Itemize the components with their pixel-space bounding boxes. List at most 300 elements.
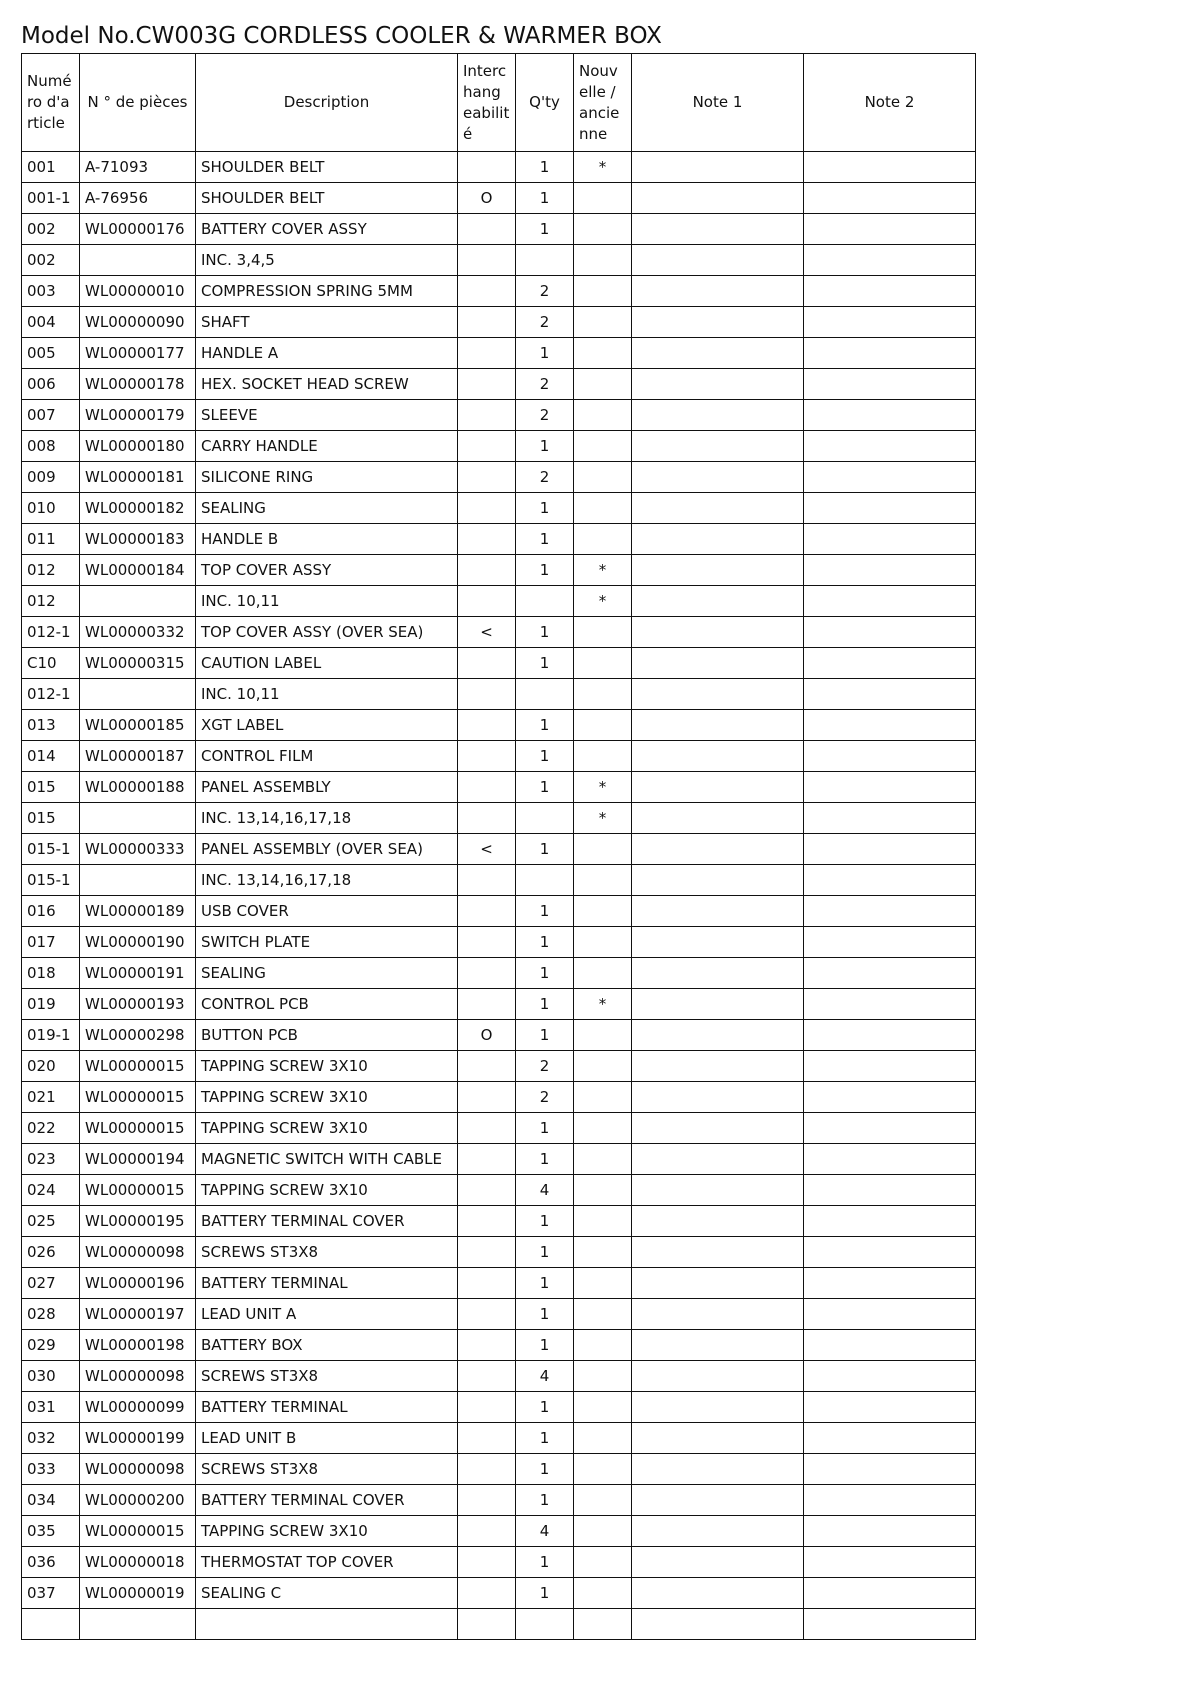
table-row	[22, 803, 976, 834]
cell-part-number: WL00000190	[80, 927, 196, 958]
cell-interchangeability	[458, 710, 516, 741]
cell-interchangeability	[458, 1268, 516, 1299]
cell-note-2	[804, 834, 976, 865]
cell-quantity: 1	[516, 1144, 574, 1175]
cell-note-2	[804, 989, 976, 1020]
cell-part-number: WL00000019	[80, 1578, 196, 1609]
cell-quantity: 4	[516, 1361, 574, 1392]
table-row	[22, 679, 976, 710]
cell-description: BATTERY TERMINAL COVER	[196, 1206, 458, 1237]
cell-new-old	[574, 741, 632, 772]
cell-part-number: WL00000015	[80, 1175, 196, 1206]
cell-description: HANDLE A	[196, 338, 458, 369]
cell-interchangeability	[458, 896, 516, 927]
cell-new-old	[574, 1051, 632, 1082]
cell-quantity: 4	[516, 1175, 574, 1206]
cell-part-number: WL00000010	[80, 276, 196, 307]
cell-interchangeability	[458, 1206, 516, 1237]
cell-quantity: 1	[516, 493, 574, 524]
cell-description: SCREWS ST3X8	[196, 1454, 458, 1485]
cell-part-number: WL00000189	[80, 896, 196, 927]
cell-note-1	[632, 834, 804, 865]
cell-part-number: WL00000178	[80, 369, 196, 400]
cell-new-old	[574, 1082, 632, 1113]
cell-part-number: WL00000179	[80, 400, 196, 431]
cell-note-1	[632, 369, 804, 400]
cell-note-2	[804, 1268, 976, 1299]
cell-note-1	[632, 1113, 804, 1144]
cell-quantity: 2	[516, 400, 574, 431]
cell-interchangeability	[458, 865, 516, 896]
cell-article-number: 015	[22, 803, 80, 834]
cell-quantity: 1	[516, 1423, 574, 1454]
table-header-row	[22, 54, 976, 152]
cell-note-1	[632, 1361, 804, 1392]
cell-new-old	[574, 400, 632, 431]
cell-quantity: 1	[516, 1330, 574, 1361]
cell-interchangeability	[458, 648, 516, 679]
cell-note-2	[804, 462, 976, 493]
cell-part-number	[80, 245, 196, 276]
cell-part-number: WL00000182	[80, 493, 196, 524]
cell-part-number: WL00000333	[80, 834, 196, 865]
cell-new-old	[574, 1516, 632, 1547]
table-row	[22, 1206, 976, 1237]
cell-note-1	[632, 493, 804, 524]
cell-quantity: 1	[516, 1113, 574, 1144]
cell-new-old	[574, 245, 632, 276]
cell-description	[196, 1609, 458, 1640]
cell-quantity: 1	[516, 772, 574, 803]
cell-description: TAPPING SCREW 3X10	[196, 1175, 458, 1206]
cell-part-number: WL00000315	[80, 648, 196, 679]
table-row	[22, 524, 976, 555]
cell-new-old	[574, 183, 632, 214]
cell-interchangeability	[458, 958, 516, 989]
cell-new-old	[574, 1609, 632, 1640]
cell-description: BATTERY TERMINAL	[196, 1268, 458, 1299]
column-header-article-number: Numé ro d'a rticle	[22, 54, 80, 152]
cell-quantity: 1	[516, 555, 574, 586]
cell-note-1	[632, 1330, 804, 1361]
cell-new-old	[574, 431, 632, 462]
cell-note-1	[632, 896, 804, 927]
cell-interchangeability	[458, 1361, 516, 1392]
cell-note-2	[804, 1330, 976, 1361]
cell-article-number: 025	[22, 1206, 80, 1237]
cell-note-1	[632, 803, 804, 834]
cell-note-2	[804, 369, 976, 400]
cell-interchangeability	[458, 741, 516, 772]
cell-part-number: WL00000180	[80, 431, 196, 462]
cell-article-number: 030	[22, 1361, 80, 1392]
column-header-quantity: Q'ty	[516, 54, 574, 152]
cell-note-1	[632, 307, 804, 338]
cell-interchangeability	[458, 214, 516, 245]
cell-part-number: WL00000195	[80, 1206, 196, 1237]
cell-article-number: 021	[22, 1082, 80, 1113]
cell-note-2	[804, 741, 976, 772]
cell-description: BATTERY TERMINAL COVER	[196, 1485, 458, 1516]
cell-note-1	[632, 555, 804, 586]
table-row	[22, 1051, 976, 1082]
cell-description: CONTROL FILM	[196, 741, 458, 772]
cell-part-number: WL00000193	[80, 989, 196, 1020]
cell-note-2	[804, 710, 976, 741]
cell-description: TAPPING SCREW 3X10	[196, 1516, 458, 1547]
cell-part-number	[80, 679, 196, 710]
cell-article-number	[22, 1609, 80, 1640]
cell-note-2	[804, 338, 976, 369]
table-row	[22, 431, 976, 462]
table-row	[22, 245, 976, 276]
cell-article-number: 012-1	[22, 679, 80, 710]
table-row	[22, 276, 976, 307]
table-row	[22, 1361, 976, 1392]
cell-note-1	[632, 1392, 804, 1423]
cell-note-2	[804, 276, 976, 307]
cell-note-2	[804, 1454, 976, 1485]
cell-article-number: 028	[22, 1299, 80, 1330]
cell-description: BATTERY TERMINAL	[196, 1392, 458, 1423]
cell-interchangeability	[458, 400, 516, 431]
cell-quantity: 4	[516, 1516, 574, 1547]
table-row	[22, 772, 976, 803]
cell-note-1	[632, 1268, 804, 1299]
table-row	[22, 1175, 976, 1206]
cell-note-2	[804, 493, 976, 524]
cell-new-old	[574, 710, 632, 741]
cell-description: BATTERY COVER ASSY	[196, 214, 458, 245]
cell-new-old	[574, 524, 632, 555]
cell-note-1	[632, 1516, 804, 1547]
cell-description: XGT LABEL	[196, 710, 458, 741]
cell-note-1	[632, 152, 804, 183]
cell-new-old	[574, 1113, 632, 1144]
cell-article-number: 010	[22, 493, 80, 524]
table-row	[22, 1423, 976, 1454]
cell-description: HANDLE B	[196, 524, 458, 555]
cell-interchangeability	[458, 679, 516, 710]
cell-description: SEALING	[196, 958, 458, 989]
cell-new-old	[574, 1268, 632, 1299]
cell-quantity: 2	[516, 369, 574, 400]
cell-note-1	[632, 958, 804, 989]
table-row	[22, 741, 976, 772]
cell-description: PANEL ASSEMBLY (OVER SEA)	[196, 834, 458, 865]
cell-article-number: 012	[22, 586, 80, 617]
table-row	[22, 617, 976, 648]
cell-interchangeability	[458, 152, 516, 183]
cell-note-2	[804, 1020, 976, 1051]
cell-article-number: 013	[22, 710, 80, 741]
cell-interchangeability	[458, 493, 516, 524]
cell-article-number: 034	[22, 1485, 80, 1516]
cell-quantity: 1	[516, 524, 574, 555]
cell-quantity: 1	[516, 1237, 574, 1268]
table-row	[22, 1392, 976, 1423]
cell-note-1	[632, 338, 804, 369]
table-row	[22, 1485, 976, 1516]
cell-new-old	[574, 276, 632, 307]
cell-part-number: WL00000298	[80, 1020, 196, 1051]
cell-description: BATTERY BOX	[196, 1330, 458, 1361]
cell-note-1	[632, 1051, 804, 1082]
cell-description: SCREWS ST3X8	[196, 1361, 458, 1392]
cell-quantity: 2	[516, 307, 574, 338]
cell-description: SCREWS ST3X8	[196, 1237, 458, 1268]
cell-description: LEAD UNIT A	[196, 1299, 458, 1330]
cell-interchangeability	[458, 1609, 516, 1640]
cell-quantity: 1	[516, 1454, 574, 1485]
cell-note-2	[804, 1485, 976, 1516]
cell-description: SLEEVE	[196, 400, 458, 431]
cell-new-old	[574, 1578, 632, 1609]
cell-article-number: 037	[22, 1578, 80, 1609]
cell-part-number: WL00000191	[80, 958, 196, 989]
cell-new-old: *	[574, 152, 632, 183]
cell-note-1	[632, 1485, 804, 1516]
cell-interchangeability: <	[458, 834, 516, 865]
cell-quantity	[516, 1609, 574, 1640]
cell-note-2	[804, 1082, 976, 1113]
cell-description: SILICONE RING	[196, 462, 458, 493]
cell-part-number: WL00000199	[80, 1423, 196, 1454]
cell-new-old	[574, 865, 632, 896]
cell-note-1	[632, 1547, 804, 1578]
table-row	[22, 183, 976, 214]
cell-note-2	[804, 307, 976, 338]
cell-article-number: 012-1	[22, 617, 80, 648]
cell-interchangeability	[458, 1051, 516, 1082]
cell-quantity: 1	[516, 183, 574, 214]
cell-note-2	[804, 1578, 976, 1609]
cell-interchangeability	[458, 431, 516, 462]
cell-article-number: 033	[22, 1454, 80, 1485]
cell-interchangeability	[458, 276, 516, 307]
cell-note-2	[804, 896, 976, 927]
cell-article-number: 008	[22, 431, 80, 462]
cell-note-1	[632, 1454, 804, 1485]
cell-note-2	[804, 927, 976, 958]
cell-article-number: 002	[22, 214, 80, 245]
cell-new-old	[574, 1299, 632, 1330]
cell-description: SWITCH PLATE	[196, 927, 458, 958]
cell-note-1	[632, 710, 804, 741]
cell-part-number: WL00000184	[80, 555, 196, 586]
cell-article-number: 019-1	[22, 1020, 80, 1051]
cell-interchangeability: <	[458, 617, 516, 648]
cell-part-number: WL00000015	[80, 1516, 196, 1547]
cell-note-1	[632, 400, 804, 431]
cell-article-number: 027	[22, 1268, 80, 1299]
cell-article-number: 036	[22, 1547, 80, 1578]
table-row	[22, 1516, 976, 1547]
cell-new-old: *	[574, 586, 632, 617]
cell-article-number: 031	[22, 1392, 80, 1423]
cell-note-2	[804, 679, 976, 710]
cell-new-old	[574, 1206, 632, 1237]
cell-note-2	[804, 1392, 976, 1423]
cell-note-1	[632, 1082, 804, 1113]
cell-note-2	[804, 1516, 976, 1547]
cell-interchangeability	[458, 307, 516, 338]
cell-article-number: 007	[22, 400, 80, 431]
cell-part-number: WL00000090	[80, 307, 196, 338]
cell-part-number: A-71093	[80, 152, 196, 183]
table-row	[22, 648, 976, 679]
cell-note-1	[632, 1423, 804, 1454]
cell-note-2	[804, 1206, 976, 1237]
cell-new-old	[574, 834, 632, 865]
cell-article-number: 015	[22, 772, 80, 803]
table-row	[22, 1268, 976, 1299]
cell-interchangeability	[458, 1330, 516, 1361]
cell-quantity: 1	[516, 1578, 574, 1609]
cell-article-number: 029	[22, 1330, 80, 1361]
column-header-note-2: Note 2	[804, 54, 976, 152]
cell-note-1	[632, 183, 804, 214]
cell-description: LEAD UNIT B	[196, 1423, 458, 1454]
cell-new-old	[574, 369, 632, 400]
cell-new-old	[574, 214, 632, 245]
cell-new-old	[574, 648, 632, 679]
cell-note-1	[632, 462, 804, 493]
cell-note-1	[632, 1578, 804, 1609]
cell-note-2	[804, 1423, 976, 1454]
cell-quantity: 1	[516, 1392, 574, 1423]
cell-interchangeability	[458, 927, 516, 958]
cell-new-old	[574, 958, 632, 989]
table-row	[22, 958, 976, 989]
cell-quantity: 1	[516, 1020, 574, 1051]
cell-note-2	[804, 1547, 976, 1578]
cell-interchangeability	[458, 772, 516, 803]
cell-note-2	[804, 865, 976, 896]
cell-new-old	[574, 307, 632, 338]
table-row	[22, 1237, 976, 1268]
cell-quantity	[516, 679, 574, 710]
cell-note-1	[632, 989, 804, 1020]
cell-interchangeability	[458, 1578, 516, 1609]
cell-quantity	[516, 245, 574, 276]
column-header-description: Description	[196, 54, 458, 152]
table-row	[22, 338, 976, 369]
cell-description: INC. 13,14,16,17,18	[196, 803, 458, 834]
cell-note-2	[804, 183, 976, 214]
table-row	[22, 927, 976, 958]
cell-quantity	[516, 865, 574, 896]
cell-quantity: 1	[516, 741, 574, 772]
cell-note-1	[632, 245, 804, 276]
table-row	[22, 1082, 976, 1113]
cell-description: TAPPING SCREW 3X10	[196, 1082, 458, 1113]
cell-interchangeability	[458, 555, 516, 586]
table-row	[22, 307, 976, 338]
cell-quantity: 1	[516, 1485, 574, 1516]
cell-quantity	[516, 803, 574, 834]
cell-note-1	[632, 524, 804, 555]
cell-note-2	[804, 1051, 976, 1082]
table-row	[22, 369, 976, 400]
cell-article-number: 005	[22, 338, 80, 369]
cell-note-1	[632, 214, 804, 245]
column-header-new-old: Nouv elle / ancie nne	[574, 54, 632, 152]
cell-quantity: 1	[516, 338, 574, 369]
cell-description: CONTROL PCB	[196, 989, 458, 1020]
cell-quantity: 1	[516, 958, 574, 989]
cell-note-1	[632, 1206, 804, 1237]
cell-new-old	[574, 1454, 632, 1485]
cell-note-1	[632, 772, 804, 803]
table-row	[22, 152, 976, 183]
table-row	[22, 1454, 976, 1485]
cell-note-1	[632, 1020, 804, 1051]
cell-description: THERMOSTAT TOP COVER	[196, 1547, 458, 1578]
cell-part-number: WL00000183	[80, 524, 196, 555]
cell-article-number: 022	[22, 1113, 80, 1144]
cell-note-2	[804, 400, 976, 431]
cell-description: SHOULDER BELT	[196, 183, 458, 214]
cell-part-number: WL00000098	[80, 1361, 196, 1392]
cell-article-number: 015-1	[22, 865, 80, 896]
table-row	[22, 865, 976, 896]
document-title: Model No.CW003G CORDLESS COOLER & WARMER BOX	[21, 23, 662, 49]
table-row	[22, 555, 976, 586]
cell-article-number: 009	[22, 462, 80, 493]
table-row	[22, 1578, 976, 1609]
table-row	[22, 214, 976, 245]
cell-part-number: WL00000015	[80, 1051, 196, 1082]
cell-description: SHAFT	[196, 307, 458, 338]
cell-quantity: 1	[516, 617, 574, 648]
cell-new-old	[574, 1175, 632, 1206]
cell-note-1	[632, 431, 804, 462]
table-row	[22, 989, 976, 1020]
cell-interchangeability	[458, 1237, 516, 1268]
cell-new-old	[574, 1392, 632, 1423]
cell-note-1	[632, 1237, 804, 1268]
cell-interchangeability	[458, 989, 516, 1020]
table-row	[22, 834, 976, 865]
cell-part-number: WL00000015	[80, 1113, 196, 1144]
cell-new-old: *	[574, 803, 632, 834]
cell-article-number: 026	[22, 1237, 80, 1268]
cell-interchangeability	[458, 1454, 516, 1485]
cell-note-2	[804, 1113, 976, 1144]
cell-interchangeability	[458, 1485, 516, 1516]
table-row	[22, 400, 976, 431]
cell-new-old: *	[574, 989, 632, 1020]
cell-note-2	[804, 1237, 976, 1268]
cell-quantity: 1	[516, 1206, 574, 1237]
cell-quantity: 2	[516, 462, 574, 493]
cell-part-number: WL00000187	[80, 741, 196, 772]
cell-article-number: 015-1	[22, 834, 80, 865]
cell-note-1	[632, 1144, 804, 1175]
table-row	[22, 1330, 976, 1361]
cell-quantity: 2	[516, 1051, 574, 1082]
cell-part-number: WL00000198	[80, 1330, 196, 1361]
cell-description: TOP COVER ASSY	[196, 555, 458, 586]
cell-interchangeability	[458, 1516, 516, 1547]
cell-description: INC. 10,11	[196, 586, 458, 617]
cell-new-old	[574, 493, 632, 524]
cell-new-old	[574, 1144, 632, 1175]
cell-interchangeability	[458, 1547, 516, 1578]
cell-article-number: 011	[22, 524, 80, 555]
cell-part-number: WL00000185	[80, 710, 196, 741]
